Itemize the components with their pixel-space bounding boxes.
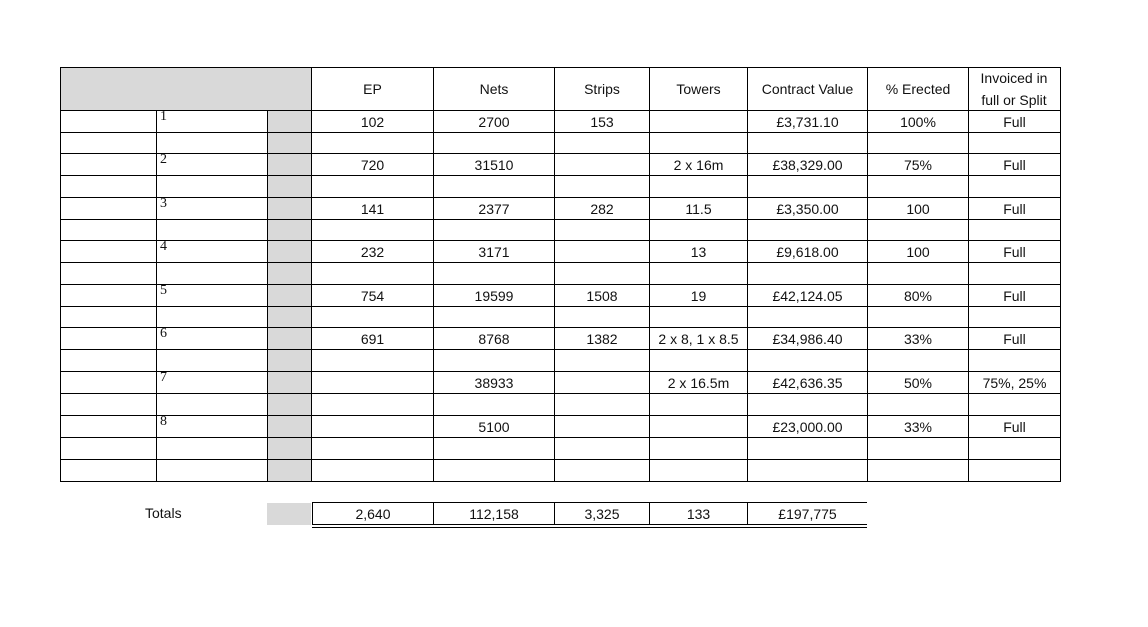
header-ep: EP — [363, 81, 382, 97]
row-number: 3 — [160, 196, 167, 211]
row-number: 8 — [160, 414, 167, 429]
cell-strips — [555, 416, 649, 437]
cell-towers: 2 x 16.5m — [667, 374, 730, 391]
header-contract-value: Contract Value — [761, 81, 854, 97]
total-strips: 3,325 — [584, 505, 620, 522]
cell-nets: 8768 — [478, 330, 510, 347]
cell-ep: 691 — [360, 330, 385, 347]
cell-ep — [312, 416, 433, 437]
cell-nets: 5100 — [478, 418, 510, 435]
cell-nets: 2700 — [478, 113, 510, 130]
cell-value: £34,986.40 — [772, 330, 843, 347]
cell-strips: 1382 — [586, 330, 618, 347]
cell-value: £42,636.35 — [772, 374, 843, 391]
gray-column — [268, 110, 311, 481]
total-towers: 133 — [686, 505, 711, 522]
row-number: 1 — [160, 109, 167, 124]
cell-strips — [555, 372, 649, 393]
cell-value: £38,329.00 — [772, 156, 843, 173]
cell-erected: 33% — [903, 330, 933, 347]
cell-value: £23,000.00 — [772, 418, 843, 435]
cell-ep: 232 — [360, 243, 385, 260]
cell-value: £42,124.05 — [772, 287, 843, 304]
cell-strips — [555, 154, 649, 175]
row-number: 7 — [160, 370, 167, 385]
cell-invoiced: Full — [1003, 243, 1026, 260]
total-contract-value: £197,775 — [778, 505, 837, 522]
cell-invoiced: Full — [1003, 330, 1026, 347]
row-number: 4 — [160, 239, 167, 254]
cell-invoiced: 75%, 25% — [982, 374, 1047, 391]
header-towers: Towers — [676, 81, 721, 97]
cell-towers: 11.5 — [685, 200, 712, 217]
cell-erected: 80% — [903, 287, 933, 304]
cell-erected: 100 — [906, 200, 930, 217]
cell-towers: 13 — [690, 243, 707, 260]
cell-erected: 100% — [900, 113, 936, 130]
cell-invoiced: Full — [1003, 418, 1026, 435]
cell-erected: 33% — [903, 418, 933, 435]
cell-nets: 3171 — [478, 243, 510, 260]
total-ep: 2,640 — [355, 505, 391, 522]
cell-nets: 2377 — [478, 200, 510, 217]
cell-invoiced: Full — [1003, 200, 1026, 217]
row-number: 2 — [160, 152, 167, 167]
totals-gray-cell — [267, 503, 311, 525]
header-pct-erected: % Erected — [885, 81, 951, 97]
cell-ep: 720 — [360, 156, 385, 173]
cell-erected: 50% — [903, 374, 933, 391]
cell-invoiced: Full — [1003, 113, 1026, 130]
cell-strips: 1508 — [586, 287, 618, 304]
cell-strips: 153 — [590, 113, 614, 130]
cell-invoiced: Full — [1003, 156, 1026, 173]
header-invoiced: Invoiced in full or Split — [980, 70, 1048, 108]
cell-ep: 754 — [360, 287, 385, 304]
cell-value: £9,618.00 — [776, 243, 839, 260]
cell-towers: 19 — [690, 287, 707, 304]
cell-towers — [650, 111, 747, 132]
cell-towers: 2 x 8, 1 x 8.5 — [658, 330, 739, 347]
cell-strips — [555, 241, 649, 262]
cell-ep — [312, 372, 433, 393]
cell-towers: 2 x 16m — [673, 156, 724, 173]
cell-value: £3,350.00 — [776, 200, 839, 217]
cell-towers — [650, 416, 747, 437]
totals-label: Totals — [145, 505, 182, 521]
cell-invoiced: Full — [1003, 287, 1026, 304]
total-nets: 112,158 — [469, 505, 519, 522]
cell-nets: 19599 — [474, 287, 514, 304]
cell-value: £3,731.10 — [776, 113, 839, 130]
header-nets: Nets — [479, 81, 509, 97]
row-number: 5 — [160, 283, 167, 298]
cell-nets: 38933 — [474, 374, 514, 391]
cell-erected: 100 — [906, 243, 930, 260]
header-strips: Strips — [584, 81, 620, 97]
row-number: 6 — [160, 326, 167, 341]
cell-strips: 282 — [590, 200, 614, 217]
header-gray-block — [61, 68, 311, 110]
cell-nets: 31510 — [474, 156, 514, 173]
cell-ep: 141 — [360, 200, 385, 217]
cell-ep: 102 — [360, 113, 385, 130]
cell-erected: 75% — [903, 156, 933, 173]
